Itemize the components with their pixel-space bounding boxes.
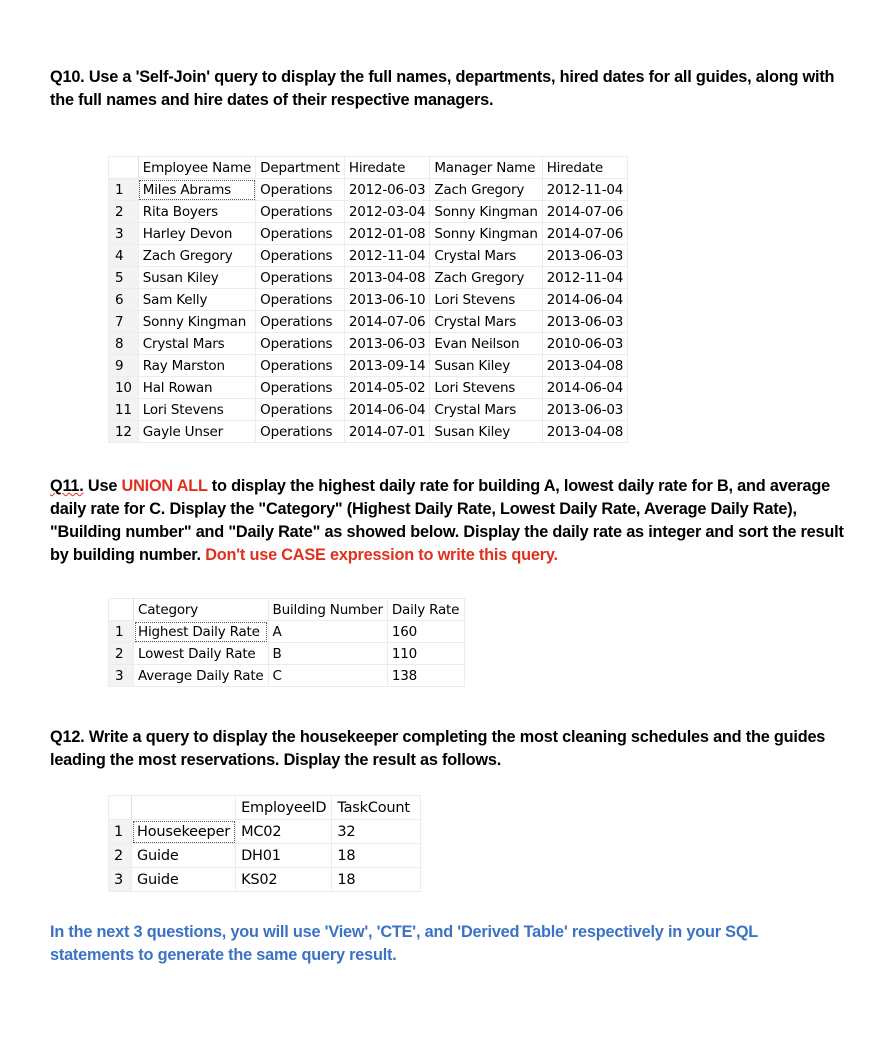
table-cell[interactable]: 2014-06-04 [542,289,627,311]
grid-header-row [109,796,421,820]
table-cell[interactable]: Operations [256,179,345,201]
table-row[interactable] [109,311,628,333]
row-number[interactable]: 3 [109,868,132,892]
table-row[interactable] [109,665,465,687]
q10-text: Q10. Use a 'Self-Join' query to display the full names, departments, hired dates for all guides, along with the full names and hire dates of their respective managers. [50,68,835,109]
grid-header-row [109,157,628,179]
column-header[interactable]: Daily Rate [387,599,464,621]
q11-result-grid [108,598,465,687]
table-cell[interactable]: Operations [256,267,345,289]
table-row[interactable] [109,377,628,399]
row-number[interactable]: 3 [109,223,139,245]
table-row[interactable] [109,421,628,443]
table-cell[interactable]: Lori Stevens [430,289,542,311]
column-header[interactable]: Hiredate [542,157,627,179]
q11-text-b: to display the highest daily rate for building A, lowest daily rate for B, and average daily rate for C. Display the "Category" (Highest Daily Rate, Lowest Daily Rate, Average Daily Rate), "Building number" and "Daily Rate" as showed below. Display the daily rate as integer and sort the result by building number. [50,477,844,564]
table-cell[interactable]: Guide [132,844,236,868]
table-cell[interactable]: Operations [256,377,345,399]
table-row[interactable] [109,179,628,201]
table-cell[interactable]: Harley Devon [138,223,255,245]
table-cell[interactable]: MC02 [236,820,332,844]
table-cell[interactable]: Operations [256,201,345,223]
table-cell[interactable]: Sam Kelly [138,289,255,311]
table-cell[interactable]: 2012-03-04 [344,201,429,223]
table-cell[interactable]: A [268,621,387,643]
table-cell[interactable]: Ray Marston [138,355,255,377]
table-cell[interactable]: Rita Boyers [138,201,255,223]
column-header[interactable]: TaskCount [332,796,421,820]
row-number[interactable]: 1 [109,621,134,643]
table-cell[interactable]: Zach Gregory [138,245,255,267]
table-cell[interactable]: 2013-06-10 [344,289,429,311]
row-number[interactable]: 9 [109,355,139,377]
table-cell[interactable]: 2014-07-06 [344,311,429,333]
table-cell[interactable]: Guide [132,868,236,892]
table-cell[interactable]: 2014-06-04 [542,377,627,399]
q11-warning: Don't use CASE expression to write this query. [205,546,558,564]
table-cell[interactable]: Crystal Mars [430,311,542,333]
table-cell[interactable]: 2014-07-06 [542,223,627,245]
row-number[interactable]: 5 [109,267,139,289]
table-row[interactable] [109,399,628,421]
row-number[interactable]: 1 [109,179,139,201]
q10-question [50,66,850,112]
table-cell[interactable]: 2012-06-03 [344,179,429,201]
table-cell[interactable]: 2010-06-03 [542,333,627,355]
table-cell[interactable]: Operations [256,421,345,443]
row-number-header [109,599,134,621]
table-cell[interactable]: Crystal Mars [430,245,542,267]
q12-result-grid [108,795,421,892]
column-header[interactable]: Manager Name [430,157,542,179]
table-cell[interactable]: Operations [256,245,345,267]
row-number[interactable]: 7 [109,311,139,333]
table-cell[interactable]: 2012-11-04 [542,267,627,289]
row-number[interactable]: 4 [109,245,139,267]
table-cell[interactable]: 160 [387,621,464,643]
table-cell[interactable]: 2013-04-08 [542,355,627,377]
row-number-header [109,796,132,820]
next-questions-note [50,921,820,967]
table-cell[interactable]: Susan Kiley [430,421,542,443]
table-cell[interactable]: Lori Stevens [138,399,255,421]
table-cell[interactable]: Lori Stevens [430,377,542,399]
table-row[interactable] [109,333,628,355]
table-cell[interactable]: Susan Kiley [138,267,255,289]
table-cell[interactable]: Highest Daily Rate [134,621,269,643]
table-cell[interactable]: Lowest Daily Rate [134,643,269,665]
table-cell[interactable]: 2014-06-04 [344,399,429,421]
table-cell[interactable]: Sonny Kingman [430,201,542,223]
table-cell[interactable]: Susan Kiley [430,355,542,377]
table-cell[interactable]: 2014-07-01 [344,421,429,443]
table-cell[interactable]: Crystal Mars [430,399,542,421]
table-cell[interactable]: Operations [256,223,345,245]
q12-question [50,726,840,772]
table-cell[interactable]: 2013-06-03 [542,399,627,421]
table-cell[interactable]: 2013-09-14 [344,355,429,377]
table-cell[interactable]: Housekeeper [132,820,236,844]
table-cell[interactable]: Operations [256,355,345,377]
table-row[interactable] [109,201,628,223]
table-cell[interactable]: Sonny Kingman [430,223,542,245]
row-number[interactable]: 3 [109,665,134,687]
column-header[interactable]: Category [134,599,269,621]
row-number[interactable]: 6 [109,289,139,311]
row-number[interactable]: 2 [109,201,139,223]
row-number-header [109,157,139,179]
table-row[interactable] [109,355,628,377]
row-number[interactable]: 1 [109,820,132,844]
table-cell[interactable]: 18 [332,844,421,868]
table-cell[interactable]: Gayle Unser [138,421,255,443]
table-cell[interactable]: 2012-01-08 [344,223,429,245]
table-cell[interactable]: Hal Rowan [138,377,255,399]
table-cell[interactable]: 2014-07-06 [542,201,627,223]
table-cell[interactable]: KS02 [236,868,332,892]
table-cell[interactable]: DH01 [236,844,332,868]
table-cell[interactable]: Operations [256,289,345,311]
table-cell[interactable]: 2014-05-02 [344,377,429,399]
table-row[interactable] [109,868,421,892]
q11-text-a: Use [83,477,122,495]
q11-question [50,475,845,567]
q10-result-grid [108,156,628,443]
table-cell[interactable]: Zach Gregory [430,267,542,289]
column-header[interactable]: Building Number [268,599,387,621]
table-row[interactable] [109,820,421,844]
table-cell[interactable]: 2013-06-03 [542,311,627,333]
table-cell[interactable]: 110 [387,643,464,665]
column-header[interactable]: Hiredate [344,157,429,179]
row-number[interactable]: 2 [109,844,132,868]
q12-text: Q12. Write a query to display the housekeeper completing the most cleaning schedules and the guides leading the most reservations. Display the result as follows. [50,728,826,769]
table-cell[interactable]: Miles Abrams [138,179,255,201]
table-cell[interactable]: B [268,643,387,665]
table-cell[interactable]: 2013-06-03 [542,245,627,267]
table-cell[interactable]: 18 [332,868,421,892]
table-cell[interactable]: Zach Gregory [430,179,542,201]
q11-label: Q11. [50,477,84,495]
table-cell[interactable]: Operations [256,333,345,355]
table-cell[interactable]: Operations [256,399,345,421]
table-cell[interactable]: Crystal Mars [138,333,255,355]
table-cell[interactable]: 2012-11-04 [542,179,627,201]
table-cell[interactable]: 2013-04-08 [344,267,429,289]
column-header[interactable] [132,796,236,820]
table-cell[interactable]: 32 [332,820,421,844]
column-header[interactable]: EmployeeID [236,796,332,820]
table-row[interactable] [109,844,421,868]
table-cell[interactable]: Evan Neilson [430,333,542,355]
table-row[interactable] [109,223,628,245]
table-cell[interactable]: 138 [387,665,464,687]
table-cell[interactable]: Operations [256,311,345,333]
table-cell[interactable]: 2012-11-04 [344,245,429,267]
table-row[interactable] [109,245,628,267]
row-number[interactable]: 11 [109,399,139,421]
table-cell[interactable]: Average Daily Rate [134,665,269,687]
grid-header-row [109,599,465,621]
table-cell[interactable]: C [268,665,387,687]
table-cell[interactable]: 2013-04-08 [542,421,627,443]
column-header[interactable]: Employee Name [138,157,255,179]
note-text: In the next 3 questions, you will use 'View', 'CTE', and 'Derived Table' respectively in your SQL statements to generate the same query result. [50,923,758,964]
table-row[interactable] [109,621,465,643]
column-header[interactable]: Department [256,157,345,179]
table-cell[interactable]: Sonny Kingman [138,311,255,333]
row-number[interactable]: 8 [109,333,139,355]
table-row[interactable] [109,267,628,289]
row-number[interactable]: 10 [109,377,139,399]
q11-union-all: UNION ALL [121,477,208,495]
row-number[interactable]: 12 [109,421,139,443]
table-row[interactable] [109,289,628,311]
table-row[interactable] [109,643,465,665]
row-number[interactable]: 2 [109,643,134,665]
table-cell[interactable]: 2013-06-03 [344,333,429,355]
